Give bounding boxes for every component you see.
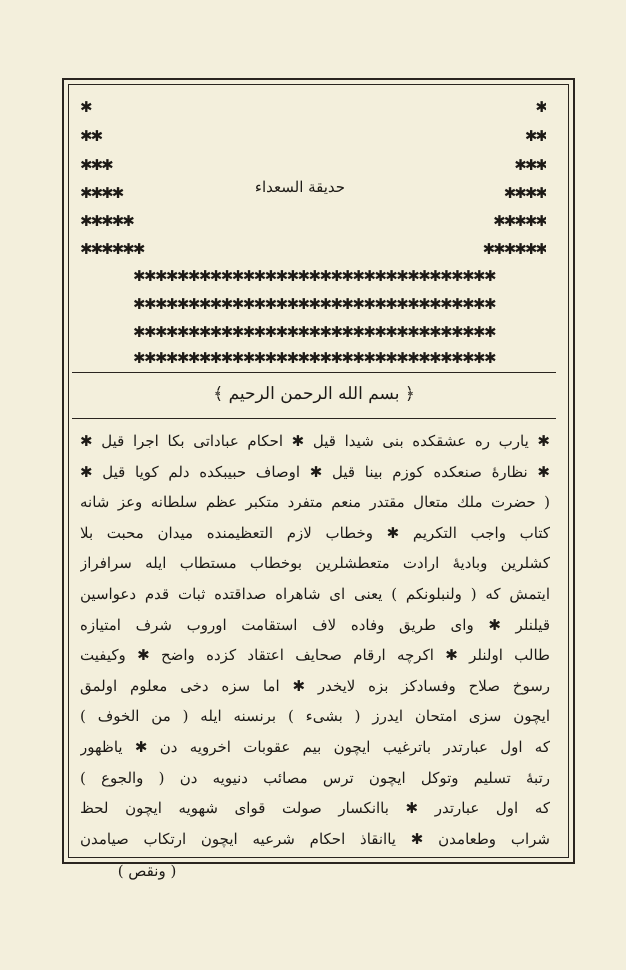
star-ornament-right-3: ✱✱✱ — [514, 156, 546, 174]
text-line: قيلنلر ✱ واى طريق وفاده لاف استقامت اوروب شرف امتيازه — [80, 615, 550, 634]
text-line: ( حضرت ملك متعال مقتدر منعم متفرد متكبر عظم سلطانه وعز شانه — [80, 493, 550, 512]
text-line: كه اول عبارتدر باترغيب ايچون بيم عقوبات اخرويه دن ✱ ياظهور — [80, 737, 550, 756]
header-title: حديقة السعداء — [254, 178, 346, 196]
text-line: ايتمش كه ( ولنبلونكم ) يعنى اى شاهراه صداقتده ثبات قدم دعواسين — [80, 584, 550, 603]
text-line: كشلرين وباديهٔ ارادت متعطشلرين بوخطاب مستطاب ايله سرافراز — [80, 554, 550, 573]
star-ornament-right-2: ✱✱ — [524, 127, 546, 145]
divider-rule-top — [72, 372, 556, 373]
star-ornament-left-5: ✱✱✱✱✱ — [80, 212, 133, 230]
star-ornament-right-6: ✱✱✱✱✱✱ — [482, 240, 546, 258]
star-ornament-right-5: ✱✱✱✱✱ — [493, 212, 546, 230]
star-ornament-right-4: ✱✱✱✱ — [503, 184, 546, 202]
text-line: رسوخ صلاح وفسادكز بزه لايخدر ✱ اما سزه دخى معلوم اولمق — [80, 676, 550, 695]
text-line: طالب اولنلر ✱ اكرچه ارقام صحايف اعتقاد كزده واضح ✱ وكيفيت — [80, 646, 550, 665]
text-line: كه اول عبارتدر ✱ باانكسار صولت قواى شهويه ايچون لحظ — [80, 799, 550, 818]
star-ornament-left-2: ✱✱ — [80, 127, 102, 145]
text-line: ✱ يارب ره عشقكده بنى شيدا قيل ✱ احكام عباداتى بكا اجرا قيل ✱ — [80, 432, 550, 450]
basmala-heading: ﴿ بسم الله الرحمن الرحيم ﴾ — [213, 384, 415, 404]
text-line: رتبهٔ تسليم وتوكل ايچون ترس مصائب دنيويه دن ( والجوع ) — [80, 768, 550, 787]
star-ornament-right-1: ✱ — [535, 98, 546, 116]
star-band-2: ✱✱✱✱✱✱✱✱✱✱✱✱✱✱✱✱✱✱✱✱✱✱✱✱✱✱✱✱✱✱✱✱✱ — [133, 295, 495, 313]
divider-rule-bottom — [72, 418, 556, 419]
text-line: ✱ نظارهٔ صنعكده كوزم بينا قيل ✱ اوصاف حبيبكده دلم كويا قيل ✱ — [80, 462, 550, 481]
star-band-3: ✱✱✱✱✱✱✱✱✱✱✱✱✱✱✱✱✱✱✱✱✱✱✱✱✱✱✱✱✱✱✱✱✱ — [133, 323, 495, 341]
text-line: شراب وطعامدن ✱ ياانقاذ احكام شرعيه ايچون ارتكاب صيامدن — [80, 829, 550, 848]
star-ornament-left-1: ✱ — [80, 98, 91, 116]
star-ornament-left-6: ✱✱✱✱✱✱ — [80, 240, 144, 258]
star-band-1: ✱✱✱✱✱✱✱✱✱✱✱✱✱✱✱✱✱✱✱✱✱✱✱✱✱✱✱✱✱✱✱✱✱ — [133, 267, 495, 285]
body-text — [80, 426, 550, 854]
catchword: ( ونقص ) — [117, 862, 177, 880]
star-ornament-left-4: ✱✱✱✱ — [80, 184, 123, 202]
star-ornament-left-3: ✱✱✱ — [80, 156, 112, 174]
text-line: كتاب واجب التكريم ✱ وخطاب لازم التعظيمنده ميدان محبت بلا — [80, 523, 550, 542]
star-band-4: ✱✱✱✱✱✱✱✱✱✱✱✱✱✱✱✱✱✱✱✱✱✱✱✱✱✱✱✱✱✱✱✱✱ — [133, 349, 495, 367]
text-line: ايچون سزى امتحان ايدرز ( بشىء ) برنسنه ايله ( من الخوف ) — [80, 707, 550, 726]
